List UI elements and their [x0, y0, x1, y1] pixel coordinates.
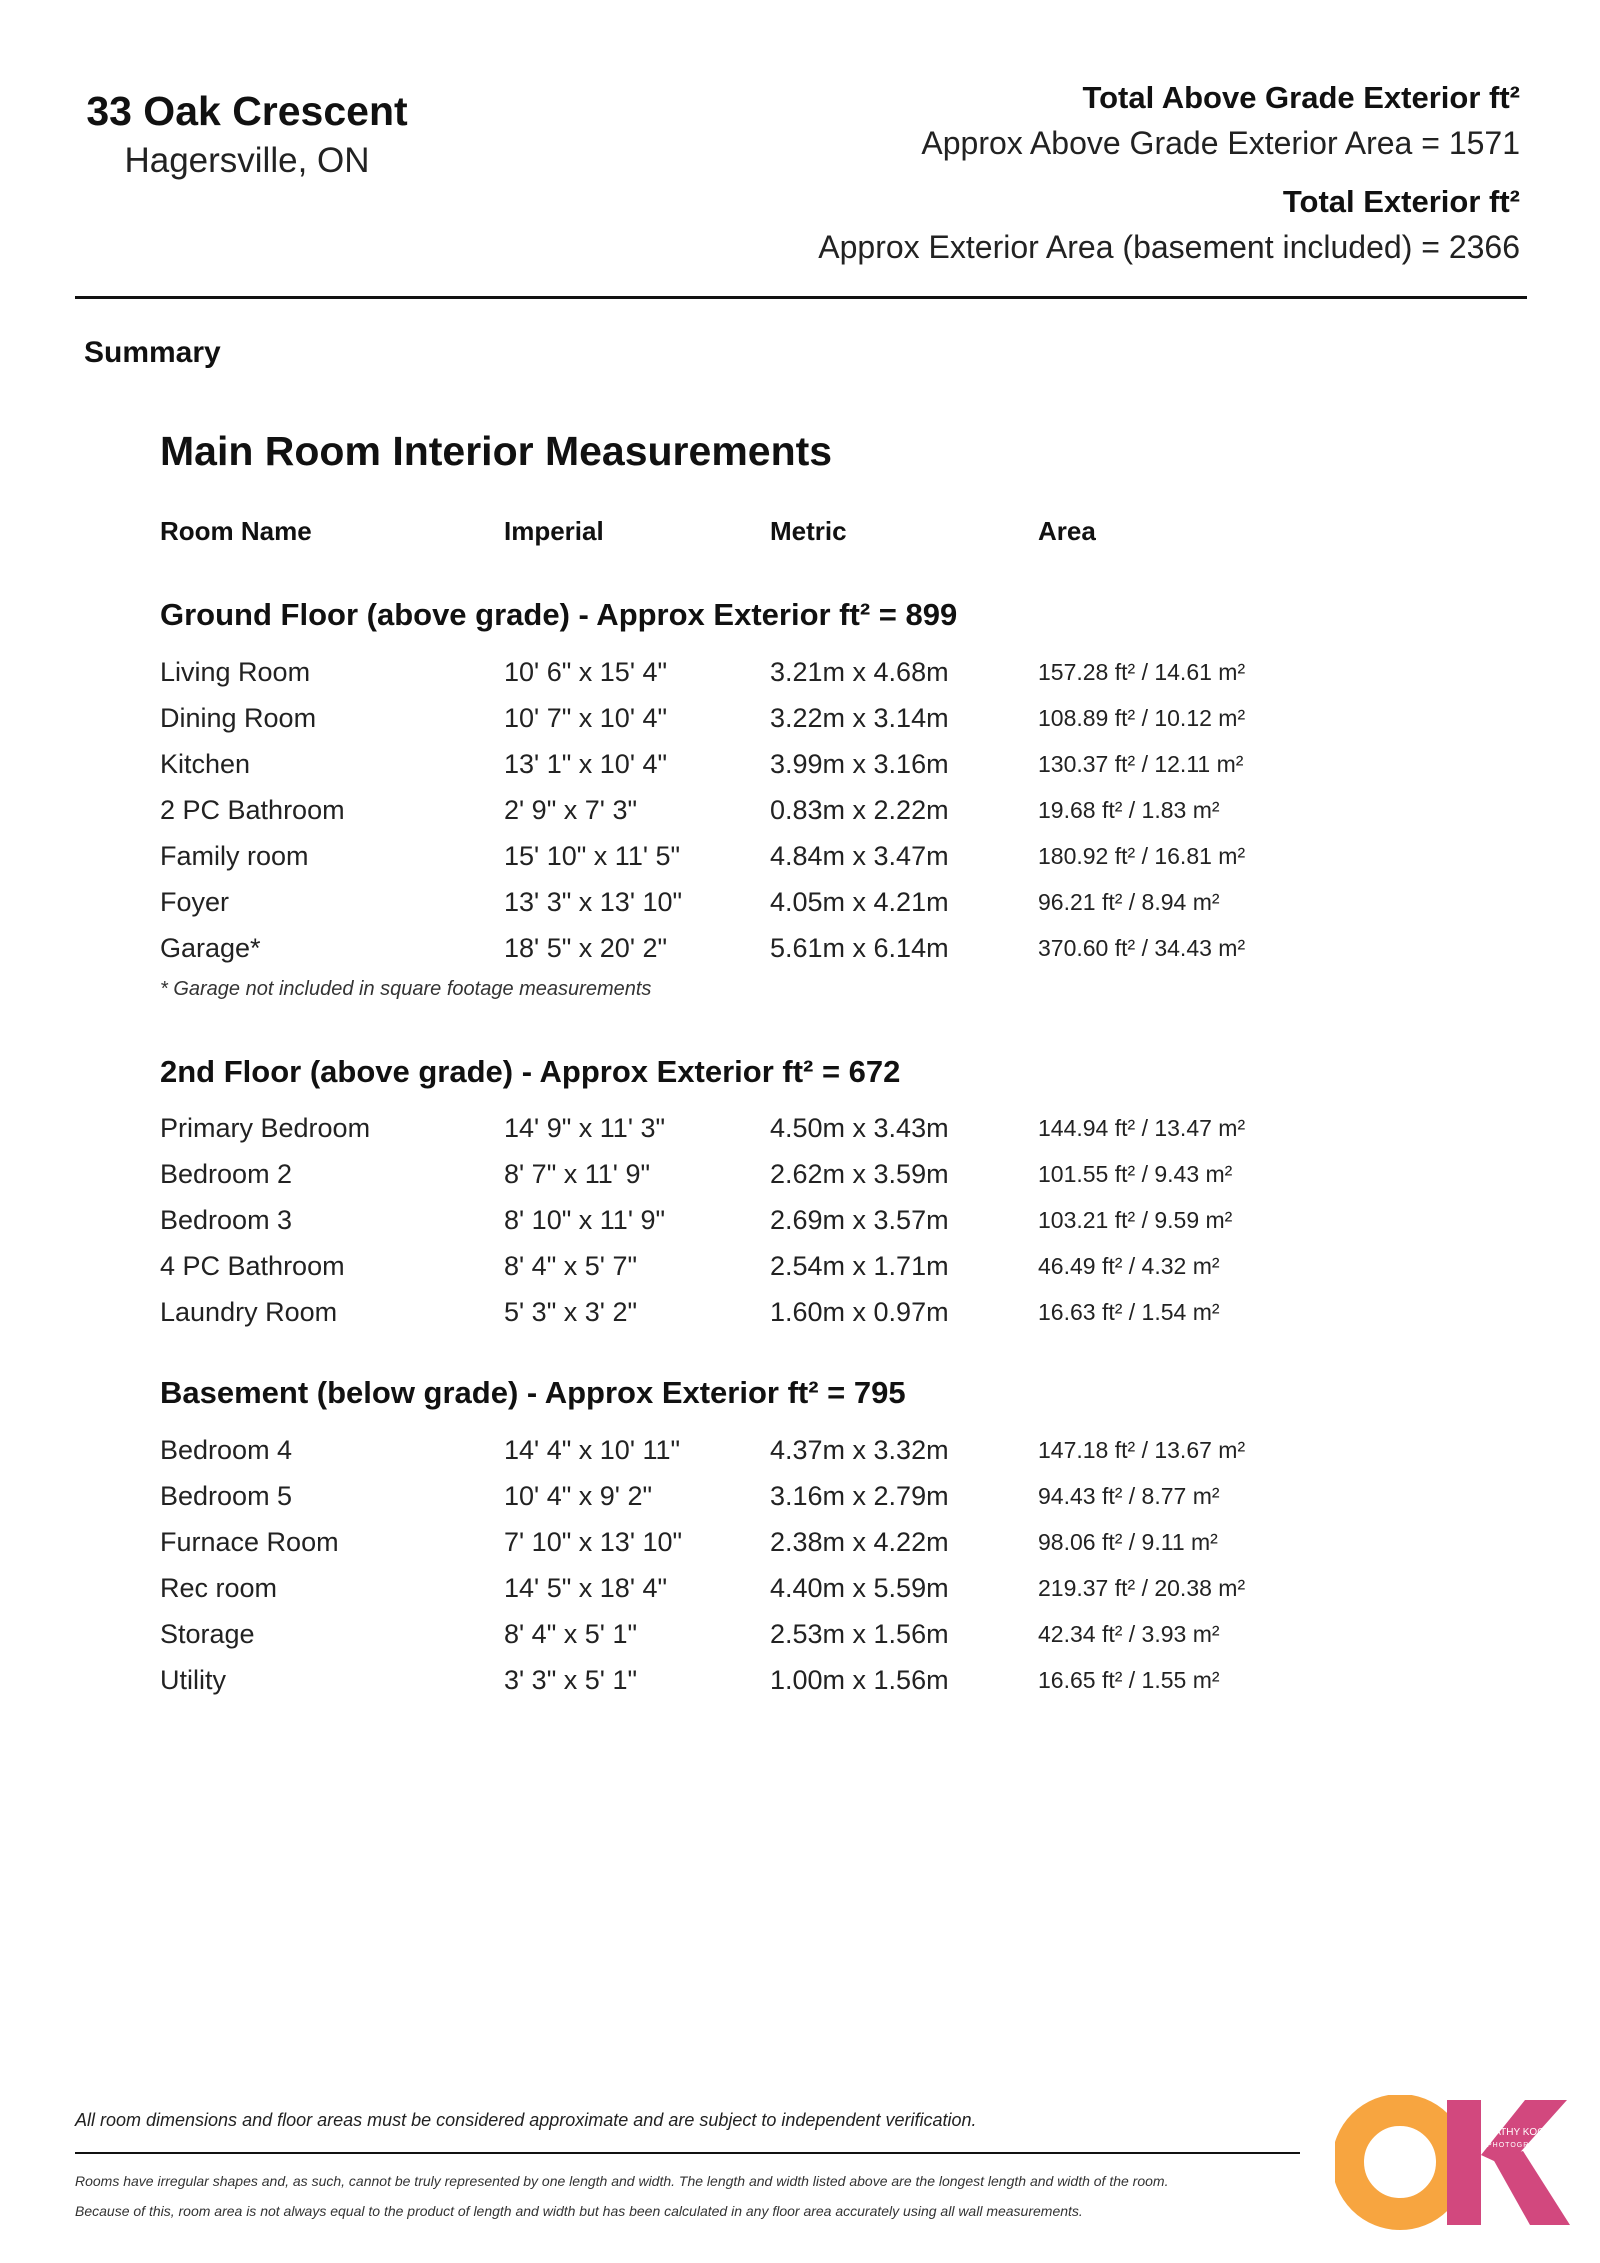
area-cell: 147.18 ft² / 13.67 m² [1038, 1437, 1246, 1463]
metric-cell: 2.62m x 3.59m [770, 1159, 949, 1189]
room-name-cell: Utility [160, 1665, 226, 1695]
room-name-cell: Dining Room [160, 703, 317, 733]
imperial-cell: 5' 3" x 3' 2" [504, 1297, 638, 1327]
area-cell: 144.94 ft² / 13.47 m² [1038, 1115, 1246, 1141]
metric-cell: 4.05m x 4.21m [770, 887, 949, 917]
logo-k-lower-leg [1493, 2151, 1570, 2225]
room-name-cell: Foyer [160, 887, 230, 917]
imperial-cell: 15' 10" x 11' 5" [504, 841, 681, 871]
metric-cell: 3.16m x 2.79m [770, 1481, 949, 1511]
area-cell: 96.21 ft² / 8.94 m² [1038, 889, 1220, 915]
metric-cell: 1.60m x 0.97m [770, 1297, 949, 1327]
imperial-cell: 14' 5" x 18' 4" [504, 1573, 668, 1603]
logo-k-stem [1447, 2100, 1481, 2225]
area-cell: 16.63 ft² / 1.54 m² [1038, 1299, 1220, 1325]
exterior-totals [818, 76, 1520, 270]
room-name-cell: Furnace Room [160, 1527, 339, 1557]
room-name-cell: 2 PC Bathroom [160, 795, 345, 825]
area-cell: 219.37 ft² / 20.38 m² [1038, 1575, 1246, 1601]
imperial-cell: 13' 3" x 13' 10" [504, 887, 683, 917]
room-name-cell: Bedroom 5 [160, 1481, 293, 1511]
header-divider [75, 296, 1527, 299]
imperial-cell: 8' 4" x 5' 1" [504, 1619, 638, 1649]
section-title-basement: Basement (below grade) - Approx Exterior ft² = 795 [160, 1375, 906, 1410]
metric-cell: 4.37m x 3.32m [770, 1435, 949, 1465]
area-cell: 101.55 ft² / 9.43 m² [1038, 1161, 1233, 1187]
area-cell: 46.49 ft² / 4.32 m² [1038, 1253, 1220, 1279]
metric-cell: 3.21m x 4.68m [770, 657, 949, 687]
area-cell: 130.37 ft² / 12.11 m² [1038, 751, 1244, 777]
area-cell: 16.65 ft² / 1.55 m² [1038, 1667, 1220, 1693]
area-cell: 157.28 ft² / 14.61 m² [1038, 659, 1246, 685]
room-name-cell: Rec room [160, 1573, 278, 1603]
room-name-cell: Living Room [160, 657, 311, 687]
area-cell: 42.34 ft² / 3.93 m² [1038, 1621, 1220, 1647]
section-title-second-floor: 2nd Floor (above grade) - Approx Exterior ft² = 672 [160, 1054, 901, 1089]
imperial-cell: 2' 9" x 7' 3" [504, 795, 638, 825]
metric-cell: 4.84m x 3.47m [770, 841, 949, 871]
total-exterior-heading: Total Exterior ft² [1282, 184, 1520, 219]
metric-cell: 2.54m x 1.71m [770, 1251, 949, 1281]
room-name-cell: Garage* [160, 933, 261, 963]
imperial-cell: 8' 7" x 11' 9" [504, 1159, 651, 1189]
room-name-cell: Family room [160, 841, 309, 871]
fine-print-1: Rooms have irregular shapes and, as such, cannot be truly represented by one length and width. The length and width listed above are the longest length and width of the room. [75, 2173, 1169, 2189]
metric-cell: 2.53m x 1.56m [770, 1619, 949, 1649]
imperial-cell: 7' 10" x 13' 10" [504, 1527, 683, 1557]
metric-cell: 3.22m x 3.14m [770, 703, 949, 733]
imperial-cell: 18' 5" x 20' 2" [504, 933, 668, 963]
metric-cell: 4.50m x 3.43m [770, 1113, 949, 1143]
area-cell: 19.68 ft² / 1.83 m² [1038, 797, 1220, 823]
column-header-imperial: Imperial [504, 516, 604, 546]
area-cell: 180.92 ft² / 16.81 m² [1038, 843, 1246, 869]
disclaimer: All room dimensions and floor areas must be considered approximate and are subject to independent verification. [75, 2110, 977, 2130]
imperial-cell: 14' 9" x 11' 3" [504, 1113, 666, 1143]
summary-label: Summary [84, 336, 221, 369]
area-cell: 98.06 ft² / 9.11 m² [1038, 1529, 1218, 1555]
room-name-cell: Bedroom 4 [160, 1435, 293, 1465]
column-header-room: Room Name [160, 516, 312, 546]
area-cell: 103.21 ft² / 9.59 m² [1038, 1207, 1233, 1233]
metric-cell: 0.83m x 2.22m [770, 795, 949, 825]
imperial-cell: 10' 4" x 9' 2" [504, 1481, 653, 1511]
room-name-cell: Laundry Room [160, 1297, 338, 1327]
city-province: Hagersville, ON [124, 141, 370, 180]
room-name-cell: Storage [160, 1619, 255, 1649]
room-name-cell: 4 PC Bathroom [160, 1251, 345, 1281]
room-name-cell: Bedroom 3 [160, 1205, 293, 1235]
area-cell: 94.43 ft² / 8.77 m² [1038, 1483, 1220, 1509]
area-cell: 370.60 ft² / 34.43 m² [1038, 935, 1246, 961]
street-address: 33 Oak Crescent [86, 88, 408, 134]
imperial-cell: 14' 4" x 10' 11" [504, 1435, 681, 1465]
area-cell: 108.89 ft² / 10.12 m² [1038, 705, 1246, 731]
room-name-cell: Primary Bedroom [160, 1113, 371, 1143]
imperial-cell: 13' 1" x 10' 4" [504, 749, 668, 779]
imperial-cell: 3' 3" x 5' 1" [504, 1665, 638, 1695]
metric-cell: 2.69m x 3.57m [770, 1205, 949, 1235]
room-name-cell: Kitchen [160, 749, 251, 779]
metric-cell: 1.00m x 1.56m [770, 1665, 949, 1695]
imperial-cell: 8' 10" x 11' 9" [504, 1205, 666, 1235]
logo-o-shape [1348, 2110, 1452, 2214]
above-grade-value: Approx Above Grade Exterior Area = 1571 [921, 125, 1520, 161]
column-header-area: Area [1038, 516, 1096, 546]
section-title-ground-floor: Ground Floor (above grade) - Approx Exterior ft² = 899 [160, 597, 958, 632]
footer-divider [75, 2152, 1300, 2154]
imperial-cell: 10' 7" x 10' 4" [504, 703, 668, 733]
column-header-metric: Metric [770, 516, 847, 546]
fine-print-2: Because of this, room area is not always equal to the product of length and width but has been calculated in any floor area accurately using all wall measurements. [75, 2203, 1083, 2219]
imperial-cell: 8' 4" x 5' 7" [504, 1251, 638, 1281]
room-name-cell: Bedroom 2 [160, 1159, 293, 1189]
garage-note: * Garage not included in square footage measurements [160, 978, 652, 1000]
imperial-cell: 10' 6" x 15' 4" [504, 657, 668, 687]
above-grade-heading: Total Above Grade Exterior ft² [1082, 80, 1520, 115]
metric-cell: 4.40m x 5.59m [770, 1573, 949, 1603]
metric-cell: 2.38m x 4.22m [770, 1527, 949, 1557]
metric-cell: 3.99m x 3.16m [770, 749, 949, 779]
logo-text-line1: CATHY KOOP [1487, 2127, 1552, 2138]
page-title: Main Room Interior Measurements [160, 428, 833, 474]
total-exterior-value: Approx Exterior Area (basement included) = 2366 [818, 229, 1520, 265]
property-address [82, 84, 412, 184]
metric-cell: 5.61m x 6.14m [770, 933, 949, 963]
cathy-koop-logo [1335, 2095, 1570, 2230]
logo-text-line2: PHOTOGRAPHY [1487, 2142, 1553, 2149]
